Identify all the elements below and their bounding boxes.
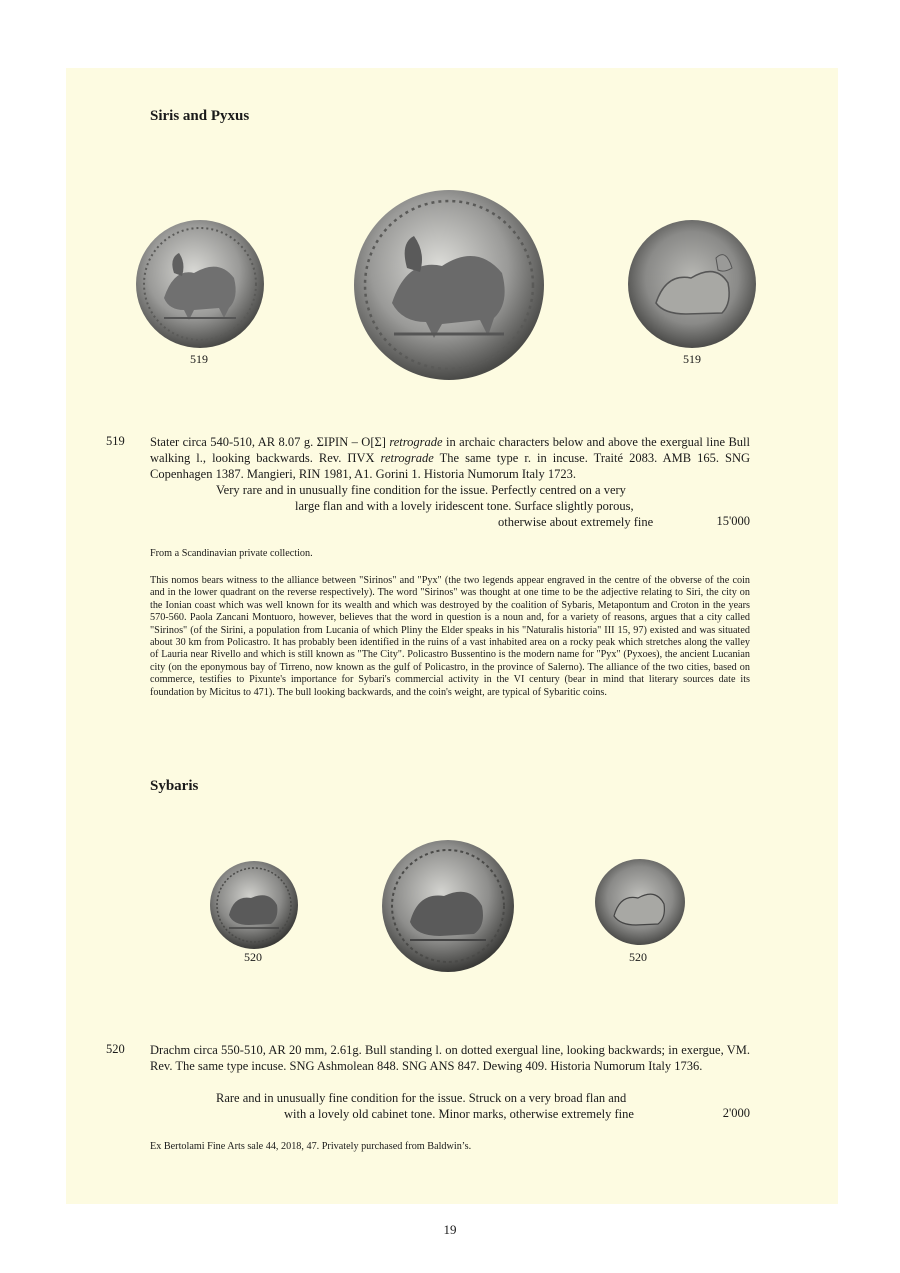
coin-label: 519 [683, 352, 701, 366]
coin-label: 520 [629, 950, 647, 964]
lot-number: 519 [106, 434, 125, 448]
condition-line: otherwise about extremely fine [498, 515, 654, 529]
condition-line: large flan and with a lovely iridescent tone. Surface slightly porous, [295, 499, 634, 513]
section-title-sybaris: Sybaris [150, 778, 199, 794]
coin-520-obverse-image [209, 860, 299, 950]
page-number: 19 [443, 1222, 457, 1237]
provenance-note: From a Scandinavian private collection. [150, 548, 313, 559]
lot-description: Stater circa 540-510, AR 8.07 g. ΣIPIN – O[Σ] retrograde in archaic characters below and above the exergual line Bull walking l., looking backwards. Rev. ΠVX retrograde The same type r. in incuse. Traité 2083. AMB 165. SNG Copenhagen 1387. Mangieri, RIN 1981, A1. Gorini 1. Historia Numorum Italy 1723. [150, 435, 751, 481]
historical-note: This nomos bears witness to the alliance between "Sirinos" and "Pyx" (the two legends appear engraved in the centre of the obverse of the coin and in the lower quadrant on the reverse respectively). The word "Sirinos" was thought at one time to be the adjective relating to Siri, the city on the Ionian coast which was well known for its wealth and which was destroyed by the coalition of Sybaris, Metapontum and Croton in the years 570-560. Paola Zancani Montuoro, however, believes that the word in question is a noun and, for a variety of reasons, argues that a city called "Sirinos" (of the Sirini, a population from Lucania of which Pliny the Elder speaks in his "Naturalis historia" III 15, 97) existed and was situated about 30 km from Policastro. It has probably been identified in the ruins of a vast inhabited area on a rocky peak which stretches along the valley of Lauria near Rivello and which is still known as "The City". Policastro Bussentino is the modern name for "Pyx" (Pyxoes), the ancient Lucanian city (on the eponymous bay of Tirreno, now known as the gulf of Policastro, in the province of Salerno). The alliance of the two cities, based on commerce, testifies to Pixunte's importance for Sybari's commercial activity in the VI century (bear in mind that literary sources date its foundation by Micitus to 471). The bull looking backwards, and the coin's weight, are typical of Sybaritic coins. [150, 575, 750, 698]
lot-number: 520 [106, 1042, 125, 1056]
coin-519-obverse-image [134, 218, 266, 350]
provenance-note: Ex Bertolami Fine Arts sale 44, 2018, 47. Privately purchased from Baldwin’s. [150, 1141, 472, 1152]
coin-label: 520 [244, 950, 262, 964]
condition-line: with a lovely old cabinet tone. Minor marks, otherwise extremely fine [284, 1107, 634, 1121]
section-title-siris: Siris and Pyxus [150, 108, 250, 124]
coin-label: 519 [190, 352, 208, 366]
lot-price: 15'000 [716, 514, 750, 528]
coin-520-reverse-image [594, 858, 686, 946]
condition-line: Rare and in unusually fine condition for the issue. Struck on a very broad flan and [216, 1091, 627, 1105]
lot-description: Drachm circa 550-510, AR 20 mm, 2.61g. Bull standing l. on dotted exergual line, looking backwards; in exergue, VM. Rev. The same type incuse. SNG Ashmolean 848. SNG ANS 847. Dewing 409. Historia Numorum Italy 1736. [150, 1043, 750, 1073]
condition-line: Very rare and in unusually fine condition for the issue. Perfectly centred on a very [216, 483, 626, 497]
coin-519-obverse-enlarged-image [352, 188, 546, 382]
lot-price: 2'000 [722, 1106, 750, 1120]
coin-519-reverse-image [626, 218, 758, 350]
coin-520-obverse-enlarged-image [380, 838, 516, 974]
